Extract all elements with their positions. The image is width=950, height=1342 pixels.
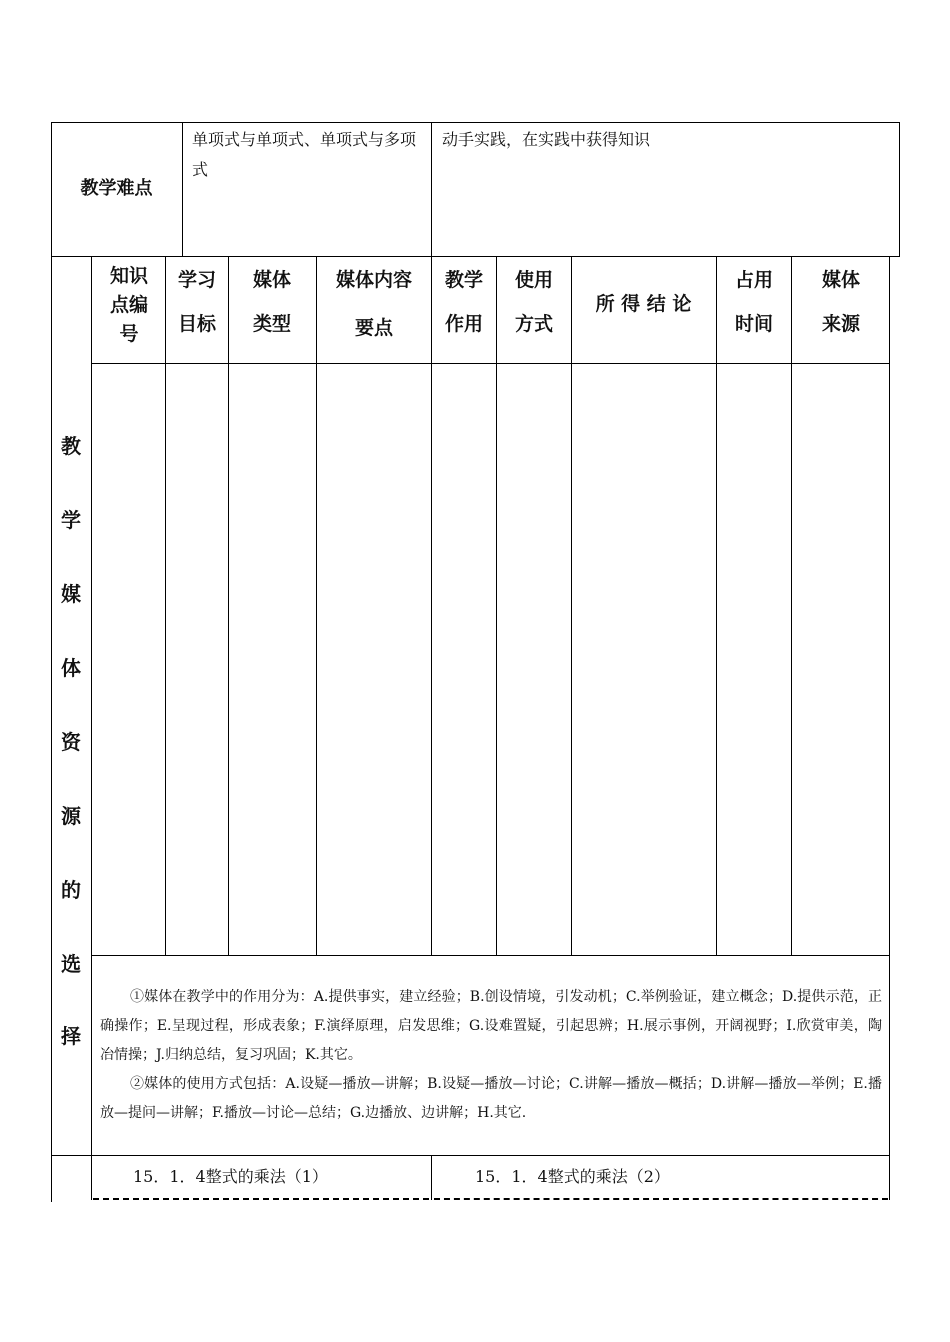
vertical-label-char: 选	[61, 952, 81, 976]
difficulty-method: 动手实践，在实践中获得知识	[442, 130, 651, 149]
note-usage-methods: ②媒体的使用方式包括：A.设疑—播放—讲解；B.设疑—播放—讨论；C.讲解—播放—概括；D.讲解—播放—举例；E.播放—提问—讲解；F.播放—讨论—总结；G.边播放、边讲解；H.其它.	[100, 1076, 882, 1121]
vertical-label-char: 资	[61, 730, 81, 754]
vertical-label-char: 体	[61, 656, 81, 680]
dashed-separator	[93, 1198, 429, 1200]
col-header-usage-method: 使用方式	[514, 269, 553, 335]
vertical-label-char: 源	[61, 804, 81, 828]
col-header-media-type: 媒体类型	[252, 269, 291, 335]
footer-lesson-1: 15．1．4整式的乘法（1）	[133, 1167, 328, 1186]
col-header-teaching-role: 教学作用	[444, 269, 483, 335]
note-teaching-roles: ①媒体在教学中的作用分为：A.提供事实，建立经验；B.创设情境，引发动机；C.举例验证，建立概念；D.提供示范，正确操作；E.呈现过程，形成表象；F.演绎原理，启发思维；G.设难置疑，引起思辨；H.展示事例，开阔视野；I.欣赏审美，陶冶情操；J.归纳总结，复习巩固；K.其它。	[100, 989, 882, 1063]
col-header-learning-goal: 学习目标	[177, 269, 216, 335]
vertical-label-char: 教	[61, 434, 81, 458]
col-header-knowledge-id: 知识点编号	[109, 265, 148, 345]
vertical-label-char: 学	[61, 508, 81, 532]
vertical-label-char: 媒	[61, 582, 81, 606]
dashed-separator	[434, 1198, 888, 1200]
col-header-media-source: 媒体来源	[821, 269, 860, 335]
vertical-label-char: 择	[61, 1024, 81, 1048]
vertical-label-char: 的	[61, 878, 81, 902]
col-header-conclusion: 所 得 结 论	[595, 293, 692, 315]
media-notes	[100, 983, 882, 1128]
difficulty-content: 单项式与单项式、单项式与多项式	[192, 130, 417, 179]
difficulty-label: 教学难点	[80, 178, 153, 199]
footer-lesson-2: 15．1．4整式的乘法（2）	[475, 1167, 670, 1186]
col-header-time-used: 占用时间	[734, 269, 773, 335]
col-header-media-content: 媒体内容要点	[335, 269, 412, 339]
